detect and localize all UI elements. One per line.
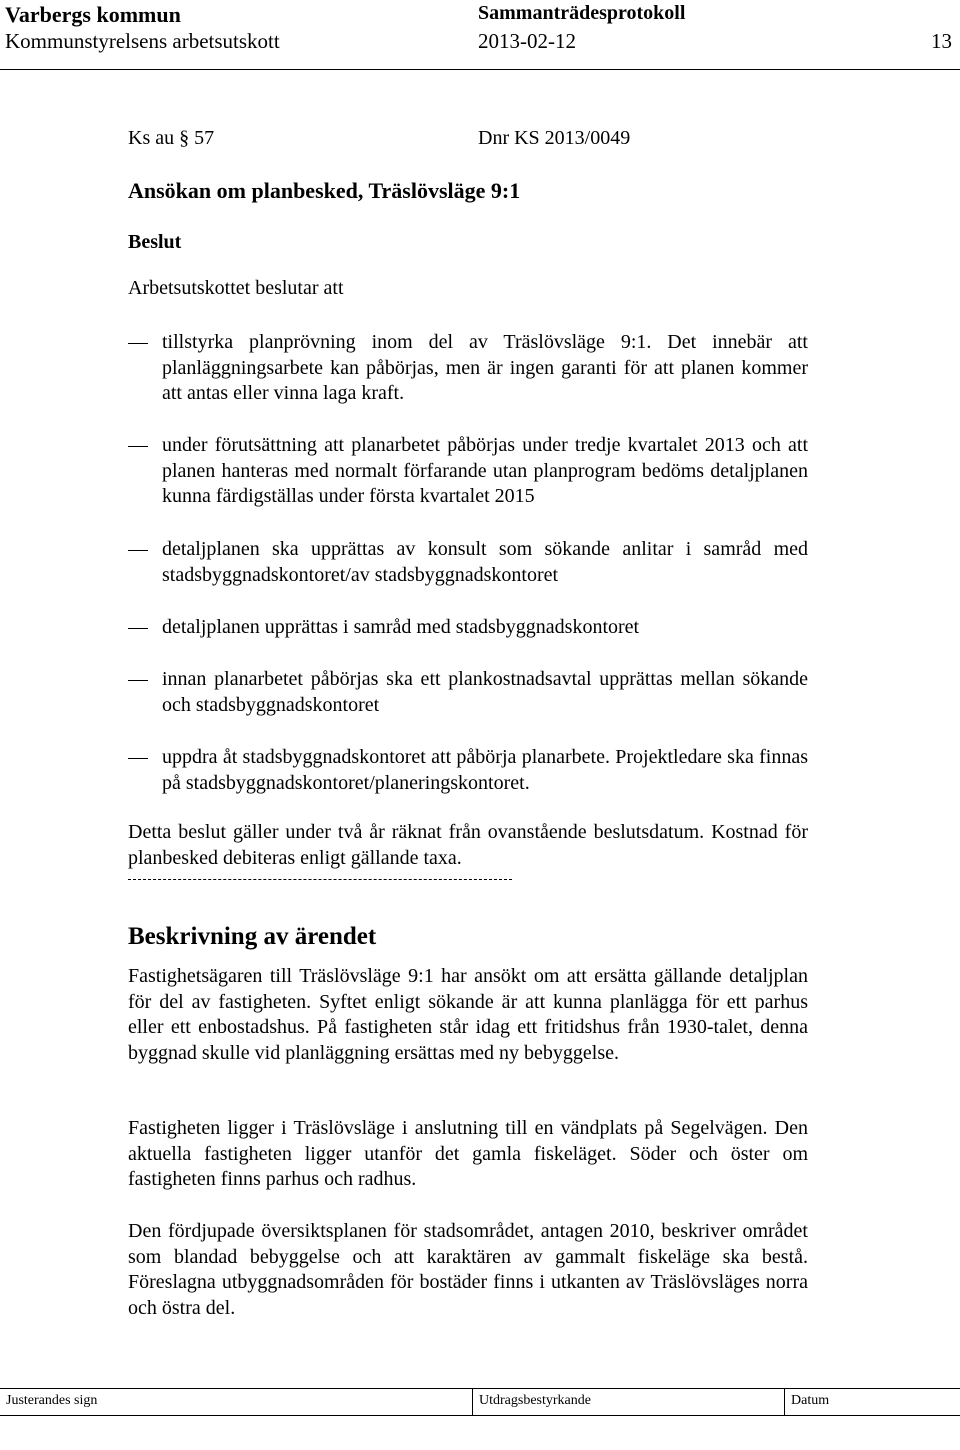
- decision-item-text: under förutsättning att planarbetet påbörjas under tredje kvartalet 2013 och att planen hanteras med normalt förfarande utan planprogram bedöms detaljplanen kunna färdigställas under första kvartalet 2015: [162, 434, 808, 507]
- dash-bullet-icon: [128, 550, 148, 551]
- decision-item: [128, 433, 808, 510]
- dash-bullet-icon: [128, 680, 148, 681]
- decision-item-text: detaljplanen ska upprättas av konsult som sökande anlitar i samråd med stadsbyggnadskontoret/av stadsbyggnadskontoret: [162, 538, 808, 586]
- decision-item: [128, 615, 808, 641]
- footer-certification: Utdragsbestyrkande: [472, 1389, 784, 1415]
- footer-signature-table: [0, 1388, 960, 1416]
- dash-bullet-icon: [128, 343, 148, 344]
- case-title: Ansökan om planbesked, Träslövsläge 9:1: [128, 178, 521, 203]
- decision-heading: Beslut: [128, 231, 182, 253]
- decision-item: [128, 745, 808, 796]
- footer-signature: Justerandes sign: [6, 1393, 98, 1408]
- header-divider: [0, 69, 960, 70]
- organization-name: Varbergs kommun: [5, 2, 181, 27]
- description-paragraph: Fastigheten ligger i Träslövsläge i anslutning till en vändplats på Segelvägen. Den aktuella fastigheten ligger utanför det gamla fiskeläget. Söder och öster om fastigheten finns parhus och radhus.: [128, 1117, 808, 1190]
- document-type: Sammanträdesprotokoll: [478, 2, 686, 24]
- decision-item: [128, 667, 808, 718]
- decision-item-text: detaljplanen upprättas i samråd med stadsbyggnadskontoret: [162, 616, 640, 638]
- decision-item-text: innan planarbetet påbörjas ska ett plankostnadsavtal upprättas mellan sökande och stadsbyggnadskontoret: [162, 668, 808, 716]
- decision-item-text: uppdra åt stadsbyggnadskontoret att påbörja planarbete. Projektledare ska finnas på stadsbyggnadskontoret/planeringskontoret.: [162, 746, 808, 794]
- decision-item-text: tillstyrka planprövning inom del av Träslövsläge 9:1. Det innebär att planläggningsarbete kan påbörjas, men är ingen garanti för att planen kommer att antas eller vinna laga kraft.: [162, 331, 808, 404]
- page-number: 13: [931, 29, 952, 53]
- description-paragraph: Den fördjupade översiktsplanen för stadsområdet, antagen 2010, beskriver området som blandad bebyggelse och att karaktären av gammalt fiskeläge ska bestå. Föreslagna utbyggnadsområden för bostäder finns i utkanten av Träslövsläges norra och östra del.: [128, 1220, 808, 1319]
- decision-item: [128, 330, 808, 407]
- case-dnr: Dnr KS 2013/0049: [478, 127, 631, 149]
- description-paragraph: Fastighetsägaren till Träslövsläge 9:1 har ansökt om att ersätta gällande detaljplan för del av fastigheten. Syftet enligt sökande är att kunna planlägga för ett parhus eller ett enbostadshus. På fastigheten står idag ett fritidshus från 1930-talet, denna byggnad skulle vid planläggning ersättas med ny bebyggelse.: [128, 965, 808, 1064]
- committee-name: Kommunstyrelsens arbetsutskott: [5, 29, 280, 53]
- decision-item: [128, 537, 808, 588]
- dash-bullet-icon: [128, 446, 148, 447]
- case-reference: Ks au § 57: [128, 127, 215, 149]
- dash-bullet-icon: [128, 758, 148, 759]
- section-separator: [128, 879, 512, 880]
- description-heading: Beskrivning av ärendet: [128, 923, 377, 950]
- decision-validity: Detta beslut gäller under två år räknat från ovanstående beslutsdatum. Kostnad för planbesked debiteras enligt gällande taxa.: [128, 821, 808, 869]
- meeting-date: 2013-02-12: [478, 29, 576, 53]
- decision-intro: Arbetsutskottet beslutar att: [128, 277, 344, 299]
- footer-date: Datum: [784, 1389, 960, 1415]
- dash-bullet-icon: [128, 628, 148, 629]
